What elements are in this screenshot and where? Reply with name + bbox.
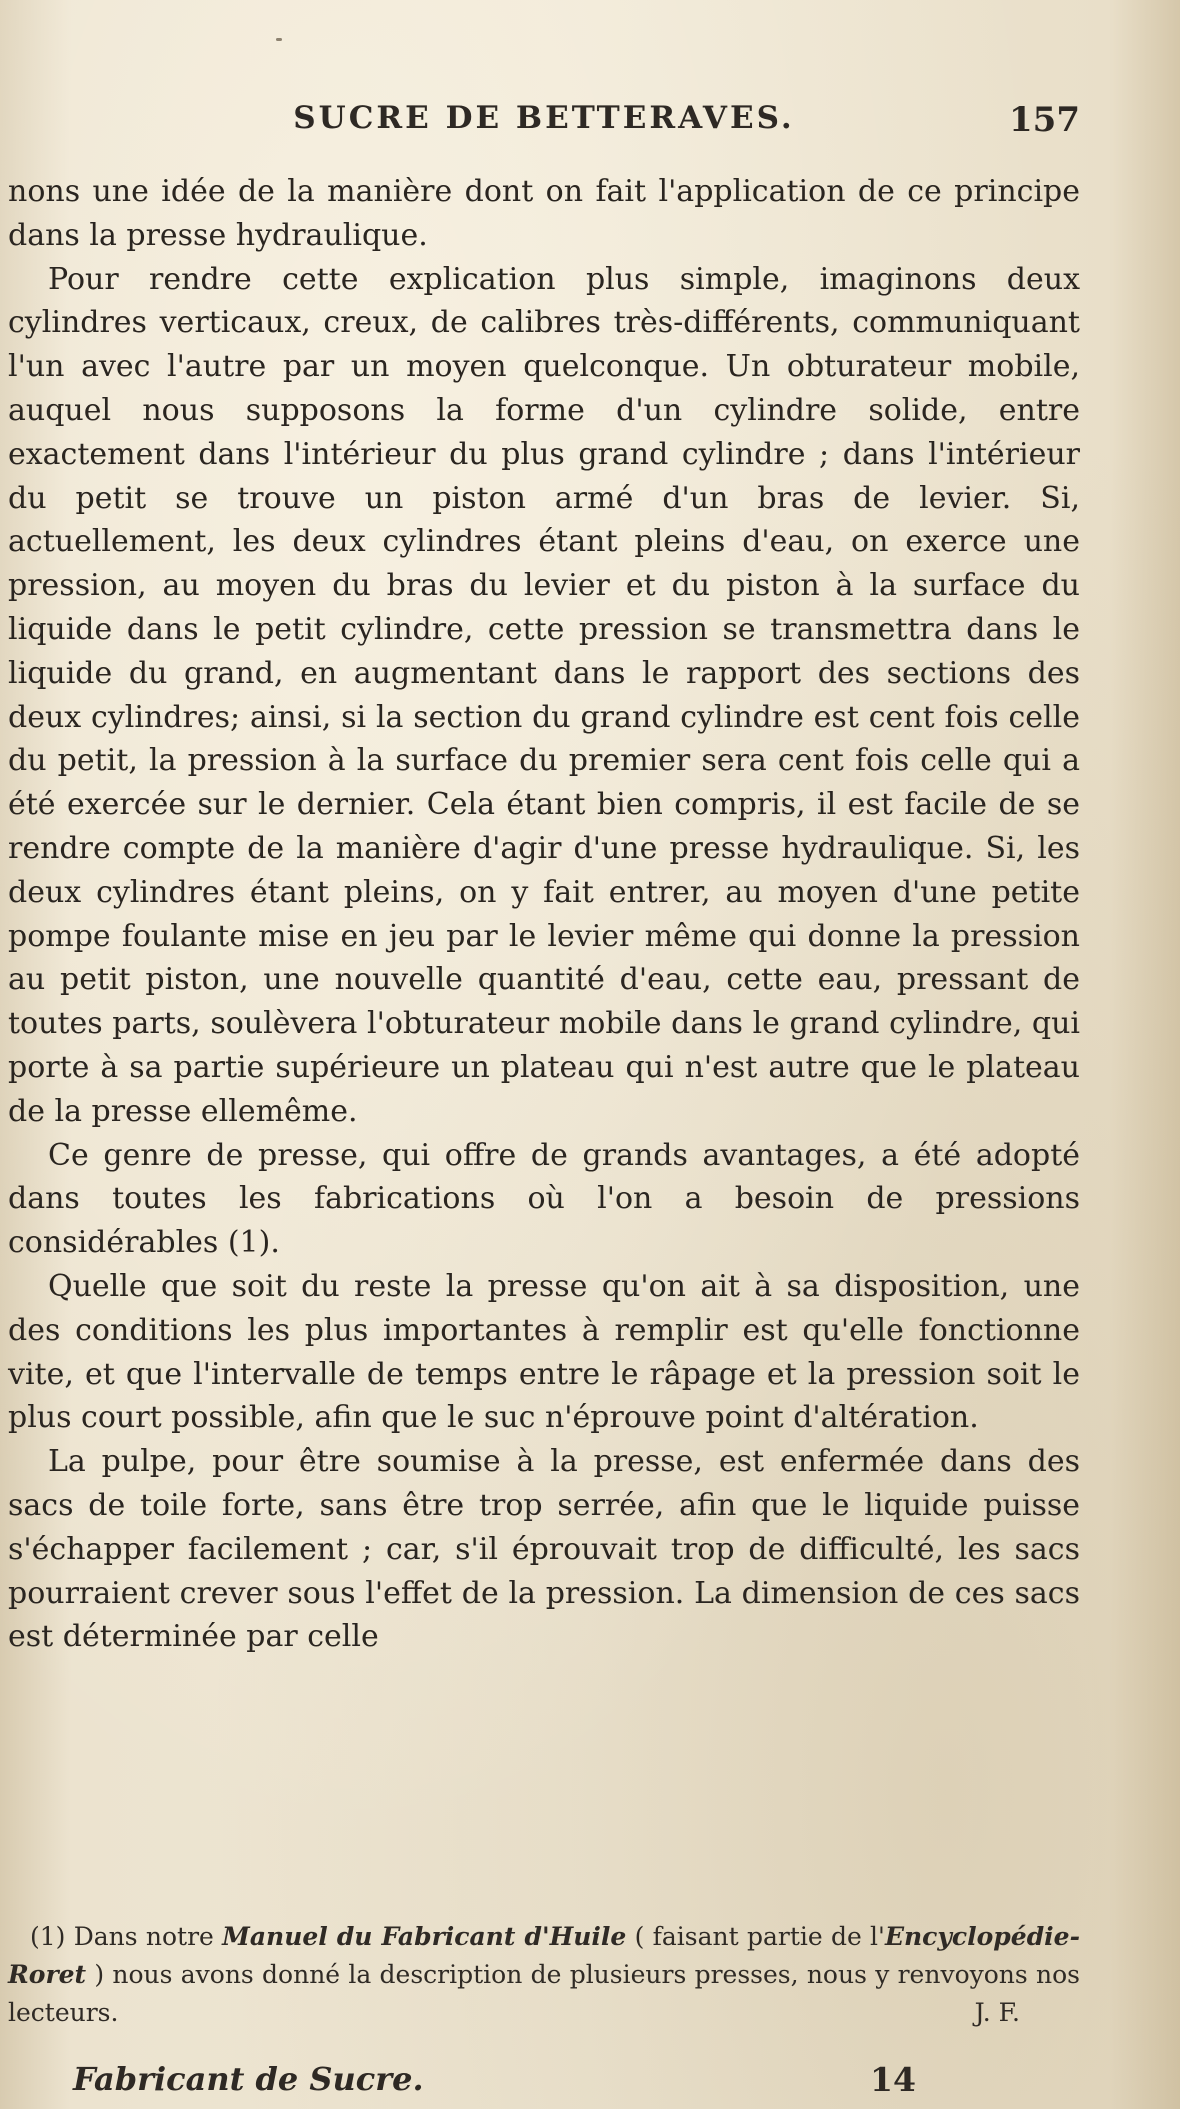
ink-speck [276,38,282,41]
running-head: SUCRE DE BETTERAVES. [293,100,795,136]
page-number: 157 [1009,100,1080,140]
footnote [8,1918,1080,2032]
body-text [8,170,1080,1659]
footnote-text-before: Dans notre [73,1922,214,1951]
paragraph-pulp-bags: La pulpe, pour être soumise à la presse, est enfermée dans des sacs de toile forte, sans être trop serrée, afin que le liquide puisse s'échapper facilement ; car, s'il éprouvait trop de difficulté, les sacs pourraient crever sous l'effet de la pression. La dimension de ces sacs est déterminée par celle [8,1444,1080,1655]
footnote-mark: (1) [30,1922,66,1951]
paragraph-continuation: nons une idée de la manière dont on fait l'application de ce principe dans la presse hydraulique. [8,174,1080,253]
footnote-series-title: Encyclopédie-Roret [8,1922,1080,1989]
page-footer [8,2060,1080,2104]
paragraph-press-type: Ce genre de presse, qui offre de grands avantages, a été adopté dans toutes les fabrications où l'on a besoin de pressions considérables (1). [8,1137,1080,1261]
signature-title: Fabricant de Sucre. [73,2060,424,2098]
footnote-initials: J. F. [974,1998,1020,2027]
signature-mark: 14 [870,2060,916,2099]
footnote-text-after: ) nous avons donné la description de plusieurs presses, nous y renvoyons nos lecteurs. [8,1960,1080,2027]
footnote-text-middle: ( faisant partie de l' [634,1922,885,1951]
page-header [8,100,1080,146]
paragraph-press-speed: Quelle que soit du reste la presse qu'on ait à sa disposition, une des conditions les plus importantes à remplir est qu'elle fonctionne vite, et que l'intervalle de temps entre le râpage et la pression soit le plus court possible, afin que le suc n'éprouve point d'altération. [8,1268,1080,1436]
footnote-book-title: Manuel du Fabricant d'Huile [222,1922,627,1951]
paragraph-hydraulic-principle: Pour rendre cette explication plus simple, imaginons deux cylindres verticaux, creux, de calibres très-différents, communiquant l'un avec l'autre par un moyen quelconque. Un obturateur mobile, auquel nous supposons la forme d'un cylindre solide, entre exactement dans l'intérieur du plus grand cylindre ; dans l'intérieur du petit se trouve un piston armé d'un bras de levier. Si, actuellement, les deux cylindres étant pleins d'eau, on exerce une pression, au moyen du bras du levier et du piston à la surface du liquide dans le petit cylindre, cette pression se transmettra dans le liquide du grand, en augmentant dans le rapport des sections des deux cylindres; ainsi, si la section du grand cylindre est cent fois celle du petit, la pression à la surface du premier sera cent fois celle qui a été exercée sur le dernier. Cela étant bien compris, il est facile de se rendre compte de la manière d'agir d'une presse hydraulique. Si, les deux cylindres étant pleins, on y fait entrer, au moyen d'une petite pompe foulante mise en jeu par le levier même qui donne la pression au petit piston, une nouvelle quantité d'eau, cette eau, pressant de toutes parts, soulèvera l'obturateur mobile dans le grand cylindre, qui porte à sa partie supérieure un plateau qui n'est autre que le plateau de la presse ellemême. [8,261,1080,1129]
